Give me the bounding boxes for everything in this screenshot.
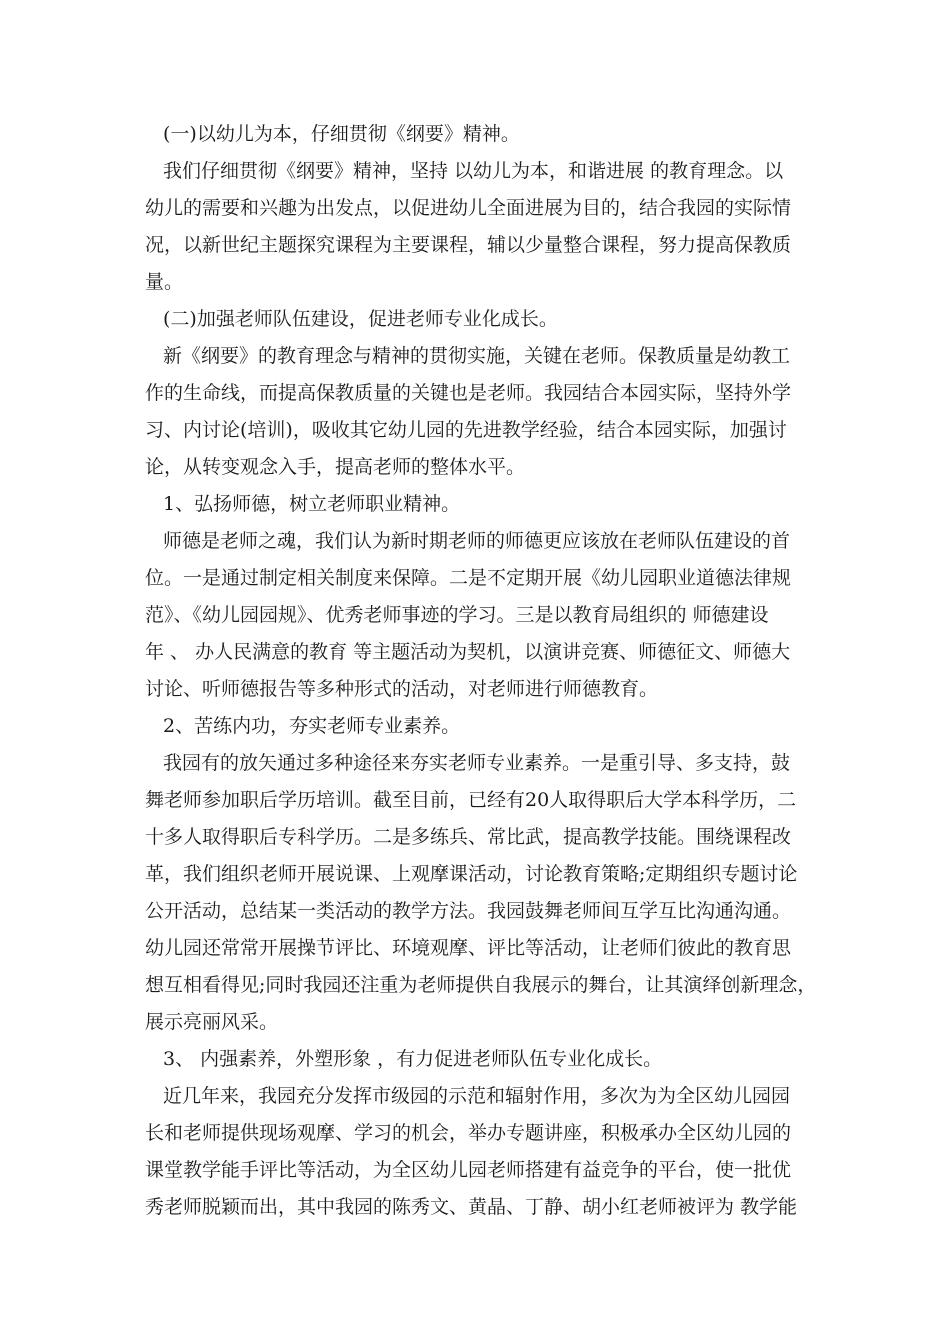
paragraph-line: 近几年来，我园充分发挥市级园的示范和辐射作用，多次为为全区幼儿园园 [163, 1085, 791, 1107]
paragraph-line: 位。一是通过制定相关制度来保障。二是不定期开展《幼儿园职业道德法律规 [145, 567, 792, 589]
subheading-3: 3、 内强素养，外塑形象 ，有力促进老师队伍专业化成长。 [163, 1048, 663, 1070]
paragraph-line: 十多人取得职后专科学历。二是多练兵、常比武，提高教学技能。围绕课程改 [145, 826, 792, 848]
heading-section-2: (二)加强老师队伍建设，促进老师专业化成长。 [163, 308, 558, 330]
paragraph-line: 我们仔细贯彻《纲要》精神，坚持 以幼儿为本，和谐进展 的教育理念。以 [163, 160, 784, 182]
paragraph-line: 舞老师参加职后学历培训。截至目前，已经有20人取得职后大学本科学历，二 [145, 789, 797, 811]
paragraph-line: 展示亮丽风采。 [145, 1011, 279, 1033]
paragraph-line: 幼儿园还常常开展操节评比、环境观摩、评比等活动，让老师们彼此的教育思 [145, 937, 792, 959]
paragraph-line: 论，从转变观念入手，提高老师的整体水平。 [145, 456, 526, 478]
paragraph-line: 讨论、听师德报告等多种形式的活动，对老师进行师德教育。 [145, 678, 659, 700]
paragraph-line: 幼儿的需要和兴趣为出发点，以促进幼儿全面进展为目的，结合我园的实际情 [145, 197, 792, 219]
paragraph-line: 秀老师脱颖而出，其中我园的陈秀文、黄晶、丁静、胡小红老师被评为 教学能 [145, 1196, 798, 1218]
paragraph-line: 课堂教学能手评比等活动，为全区幼儿园老师搭建有益竞争的平台，使一批优 [145, 1159, 792, 1181]
subheading-1: 1、弘扬师德，树立老师职业精神。 [163, 493, 461, 515]
paragraph-line: 公开活动，总结某一类活动的教学方法。我园鼓舞老师间互学互比沟通沟通。 [145, 900, 792, 922]
paragraph-line: 长和老师提供现场观摩、学习的机会，举办专题讲座，积极承办全区幼儿园的 [145, 1122, 792, 1144]
paragraph-line: 况，以新世纪主题探究课程为主要课程，辅以少量整合课程，努力提高保教质 [145, 234, 792, 256]
paragraph-line: 新《纲要》的教育理念与精神的贯彻实施，关键在老师。保教质量是幼教工 [163, 345, 791, 367]
subheading-2: 2、苦练内功，夯实老师专业素养。 [163, 715, 461, 737]
paragraph-line: 想互相看得见;同时我园还注重为老师提供自我展示的舞台，让其演绎创新理念， [145, 974, 817, 996]
paragraph-line: 习、内讨论(培训)，吸收其它幼儿园的先进教学经验，结合本园实际，加强讨 [145, 419, 787, 441]
paragraph-line: 范》、《幼儿园园规》、优秀老师事迹的学习。三是以教育局组织的 师德建设 [145, 604, 769, 626]
paragraph-line: 革，我们组织老师开展说课、上观摩课活动，讨论教育策略;定期组织专题讨论 [145, 863, 798, 885]
heading-section-1: (一)以幼儿为本，仔细贯彻《纲要》精神。 [163, 123, 520, 145]
paragraph-line: 量。 [145, 271, 184, 293]
paragraph-line: 作的生命线，而提高保教质量的关键也是老师。我园结合本园实际，坚持外学 [145, 382, 792, 404]
paragraph-line: 我园有的放矢通过多种途径来夯实老师专业素养。一是重引导、多支持，鼓 [163, 752, 791, 774]
paragraph-line: 年 、 办人民满意的教育 等主题活动为契机，以演讲竞赛、师德征文、师德大 [145, 641, 791, 663]
paragraph-line: 师德是老师之魂，我们认为新时期老师的师德更应该放在老师队伍建设的首 [163, 530, 791, 552]
